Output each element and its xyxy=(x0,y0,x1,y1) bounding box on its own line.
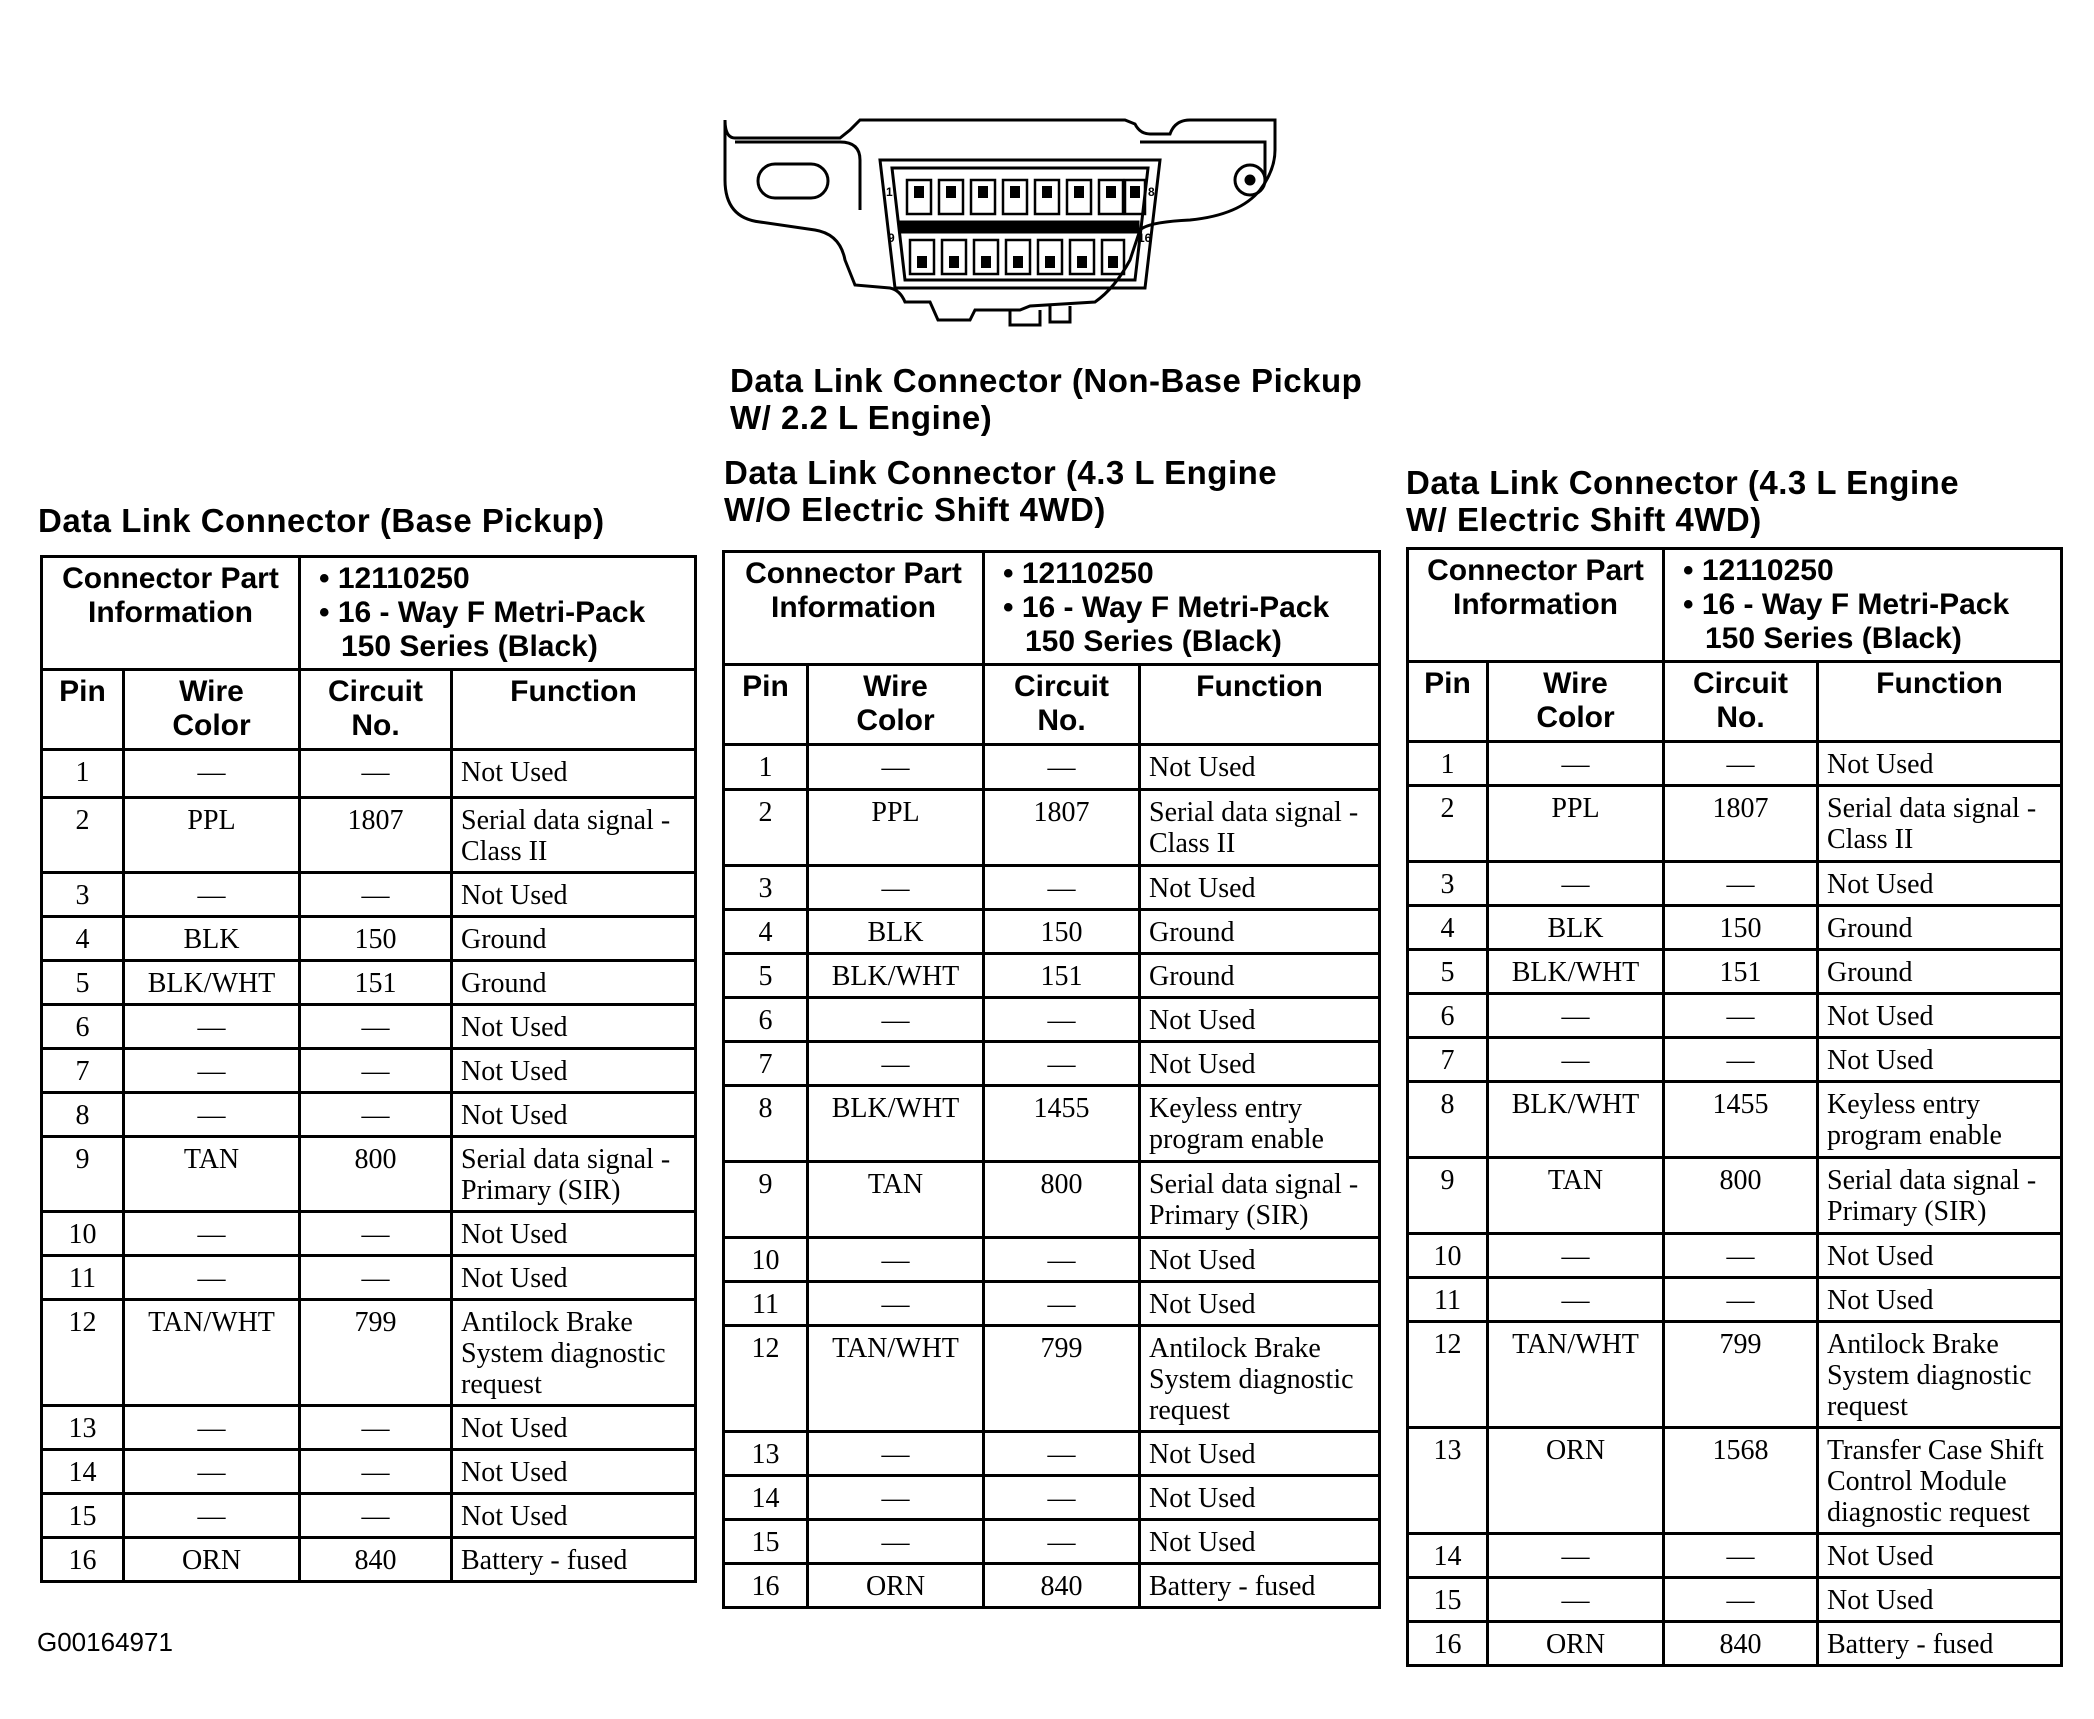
function-cell: Ground xyxy=(452,917,696,961)
column-header-circuit: Circuit No. xyxy=(1664,662,1818,742)
circuit-cell: — xyxy=(984,1476,1140,1520)
table-row xyxy=(1408,950,2062,994)
function-cell: Keyless entry program enable xyxy=(1818,1082,2062,1158)
circuit-cell: — xyxy=(984,1282,1140,1326)
wire-color-cell: BLK/WHT xyxy=(1488,950,1664,994)
function-cell: Not Used xyxy=(1818,1578,2062,1622)
wire-color-cell: — xyxy=(124,1212,300,1256)
part-number: • 12110250 xyxy=(1683,554,1834,587)
column-header-function: Function xyxy=(452,670,696,750)
pinout-table xyxy=(40,555,697,1583)
function-cell: Battery - fused xyxy=(1818,1622,2062,1666)
pin-cell: 10 xyxy=(1408,1234,1488,1278)
column-header-row xyxy=(42,670,696,750)
pin-label-top-first: 1 xyxy=(886,185,893,199)
table-row xyxy=(42,1494,696,1538)
wire-color-cell: — xyxy=(124,750,300,798)
pin-cell: 7 xyxy=(1408,1038,1488,1082)
table-title-base-pickup: Data Link Connector (Base Pickup) xyxy=(38,502,605,539)
table-row xyxy=(1408,1158,2062,1234)
circuit-cell: — xyxy=(300,1212,452,1256)
wire-color-cell: — xyxy=(124,1256,300,1300)
function-cell: Ground xyxy=(452,961,696,1005)
column-header-wire-color: Wire Color xyxy=(124,670,300,750)
pin-cell: 6 xyxy=(1408,994,1488,1038)
part-info-row xyxy=(42,557,696,670)
function-cell: Not Used xyxy=(452,1256,696,1300)
circuit-cell: 1807 xyxy=(300,798,452,873)
pin-cell: 6 xyxy=(42,1005,124,1049)
wire-color-cell: ORN xyxy=(1488,1428,1664,1534)
circuit-cell: — xyxy=(1664,862,1818,906)
function-cell: Ground xyxy=(1140,910,1380,954)
table-row xyxy=(42,1256,696,1300)
table-row xyxy=(1408,1578,2062,1622)
circuit-cell: 800 xyxy=(1664,1158,1818,1234)
function-cell: Antilock Brake System diagnostic request xyxy=(1140,1326,1380,1432)
circuit-cell: — xyxy=(300,1093,452,1137)
wire-color-cell: — xyxy=(1488,862,1664,906)
function-cell: Antilock Brake System diagnostic request xyxy=(1818,1322,2062,1428)
table-row xyxy=(42,1300,696,1406)
table-row xyxy=(42,1093,696,1137)
wire-color-cell: BLK/WHT xyxy=(1488,1082,1664,1158)
pin-cell: 1 xyxy=(1408,742,1488,786)
table-row xyxy=(42,1049,696,1093)
part-number: • 12110250 xyxy=(1003,557,1154,590)
pin-cell: 15 xyxy=(724,1520,808,1564)
table-row xyxy=(724,1476,1380,1520)
circuit-cell: 151 xyxy=(300,961,452,1005)
part-info-value xyxy=(984,552,1380,665)
wire-color-cell: TAN xyxy=(808,1162,984,1238)
function-cell: Not Used xyxy=(1818,742,2062,786)
table-row xyxy=(1408,1534,2062,1578)
wire-color-cell: PPL xyxy=(1488,786,1664,862)
circuit-cell: — xyxy=(984,1042,1140,1086)
circuit-cell: 151 xyxy=(984,954,1140,998)
table-row xyxy=(42,873,696,917)
wire-color-cell: — xyxy=(1488,1578,1664,1622)
part-number: • 12110250 xyxy=(319,562,470,595)
wire-color-cell: — xyxy=(808,1520,984,1564)
table-row xyxy=(42,1450,696,1494)
table-row xyxy=(724,1162,1380,1238)
connector-caption-line2: W/ 2.2 L Engine) xyxy=(730,399,993,436)
table-row xyxy=(42,750,696,798)
table-row xyxy=(1408,1278,2062,1322)
table-row xyxy=(1408,862,2062,906)
column-header-wire-color: Wire Color xyxy=(1488,662,1664,742)
pin-cell: 12 xyxy=(42,1300,124,1406)
function-cell: Not Used xyxy=(452,1494,696,1538)
wire-color-cell: — xyxy=(124,1049,300,1093)
circuit-cell: 840 xyxy=(300,1538,452,1582)
table-row xyxy=(724,1282,1380,1326)
pinout-table xyxy=(1406,547,2063,1667)
pin-cell: 14 xyxy=(1408,1534,1488,1578)
circuit-cell: — xyxy=(984,998,1140,1042)
wire-color-cell: BLK/WHT xyxy=(124,961,300,1005)
pin-cell: 7 xyxy=(724,1042,808,1086)
column-header-circuit: Circuit No. xyxy=(984,665,1140,745)
wire-color-cell: BLK/WHT xyxy=(808,954,984,998)
column-header-pin: Pin xyxy=(724,665,808,745)
pin-cell: 13 xyxy=(42,1406,124,1450)
pin-cell: 9 xyxy=(1408,1158,1488,1234)
function-cell: Not Used xyxy=(1818,1234,2062,1278)
wire-color-cell: TAN/WHT xyxy=(1488,1322,1664,1428)
circuit-cell: — xyxy=(984,866,1140,910)
wire-color-cell: — xyxy=(808,866,984,910)
wire-color-cell: — xyxy=(124,1005,300,1049)
table-row xyxy=(724,1520,1380,1564)
function-cell: Ground xyxy=(1818,906,2062,950)
circuit-cell: 1568 xyxy=(1664,1428,1818,1534)
circuit-cell: — xyxy=(300,1049,452,1093)
column-header-row xyxy=(724,665,1380,745)
circuit-cell: — xyxy=(300,750,452,798)
wire-color-cell: — xyxy=(808,1476,984,1520)
data-link-connector-diagram xyxy=(720,110,1310,335)
wire-color-cell: TAN/WHT xyxy=(808,1326,984,1432)
function-cell: Serial data signal - Class II xyxy=(1140,790,1380,866)
table-row xyxy=(42,961,696,1005)
function-cell: Transfer Case Shift Control Module diagnostic request xyxy=(1818,1428,2062,1534)
pin-cell: 9 xyxy=(42,1137,124,1212)
part-info-value xyxy=(300,557,696,670)
function-cell: Serial data signal - Class II xyxy=(452,798,696,873)
wire-color-cell: — xyxy=(1488,1234,1664,1278)
wire-color-cell: BLK/WHT xyxy=(808,1086,984,1162)
table-row xyxy=(1408,786,2062,862)
table-title-without-electric-shift: Data Link Connector (4.3 L Engine W/O Electric Shift 4WD) xyxy=(724,454,1278,528)
circuit-cell: — xyxy=(300,1494,452,1538)
circuit-cell: — xyxy=(1664,1234,1818,1278)
pin-cell: 14 xyxy=(724,1476,808,1520)
circuit-cell: — xyxy=(300,1005,452,1049)
wire-color-cell: TAN/WHT xyxy=(124,1300,300,1406)
pin-label-bottom-last: 16 xyxy=(1138,231,1152,245)
wire-color-cell: — xyxy=(808,998,984,1042)
circuit-cell: — xyxy=(1664,1578,1818,1622)
table-row xyxy=(1408,1428,2062,1534)
circuit-cell: 800 xyxy=(984,1162,1140,1238)
table-row xyxy=(42,1005,696,1049)
wire-color-cell: BLK xyxy=(124,917,300,961)
table-row xyxy=(724,954,1380,998)
part-info-label: Connector Part Information xyxy=(42,557,300,670)
function-cell: Not Used xyxy=(1140,1238,1380,1282)
pin-cell: 15 xyxy=(1408,1578,1488,1622)
wire-color-cell: — xyxy=(1488,1278,1664,1322)
pin-cell: 5 xyxy=(42,961,124,1005)
circuit-cell: — xyxy=(1664,994,1818,1038)
table-row xyxy=(724,910,1380,954)
circuit-cell: 150 xyxy=(1664,906,1818,950)
connector-caption-line1: Data Link Connector (Non-Base Pickup xyxy=(730,362,1363,399)
pin-cell: 15 xyxy=(42,1494,124,1538)
table-row xyxy=(724,1238,1380,1282)
pin-cell: 10 xyxy=(42,1212,124,1256)
function-cell: Not Used xyxy=(452,1049,696,1093)
table-row xyxy=(1408,1038,2062,1082)
circuit-cell: 1455 xyxy=(1664,1082,1818,1158)
function-cell: Not Used xyxy=(452,1406,696,1450)
function-cell: Battery - fused xyxy=(452,1538,696,1582)
function-cell: Not Used xyxy=(1818,1534,2062,1578)
pin-cell: 1 xyxy=(42,750,124,798)
part-info-label: Connector Part Information xyxy=(724,552,984,665)
circuit-cell: — xyxy=(984,1238,1140,1282)
pin-label-bottom-first: 9 xyxy=(888,231,895,245)
part-info-row xyxy=(724,552,1380,665)
circuit-cell: 799 xyxy=(1664,1322,1818,1428)
column-header-pin: Pin xyxy=(1408,662,1488,742)
column-header-row xyxy=(1408,662,2062,742)
circuit-cell: — xyxy=(984,1520,1140,1564)
function-cell: Not Used xyxy=(1140,866,1380,910)
circuit-cell: — xyxy=(984,1432,1140,1476)
table-row xyxy=(42,1212,696,1256)
wire-color-cell: — xyxy=(808,1042,984,1086)
wire-color-cell: — xyxy=(808,1282,984,1326)
table-row xyxy=(724,745,1380,790)
wire-color-cell: ORN xyxy=(1488,1622,1664,1666)
column-header-pin: Pin xyxy=(42,670,124,750)
table-row xyxy=(42,798,696,873)
function-cell: Not Used xyxy=(452,1005,696,1049)
function-cell: Ground xyxy=(1818,950,2062,994)
pin-cell: 8 xyxy=(42,1093,124,1137)
pin-cell: 16 xyxy=(42,1538,124,1582)
circuit-cell: — xyxy=(1664,1534,1818,1578)
pin-cell: 12 xyxy=(1408,1322,1488,1428)
pin-cell: 4 xyxy=(42,917,124,961)
pin-cell: 16 xyxy=(1408,1622,1488,1666)
column-header-function: Function xyxy=(1140,665,1380,745)
pin-cell: 3 xyxy=(724,866,808,910)
pin-cell: 1 xyxy=(724,745,808,790)
table-row xyxy=(42,1538,696,1582)
function-cell: Not Used xyxy=(452,1450,696,1494)
circuit-cell: 1807 xyxy=(1664,786,1818,862)
table-row xyxy=(1408,1234,2062,1278)
pin-cell: 12 xyxy=(724,1326,808,1432)
circuit-cell: 1807 xyxy=(984,790,1140,866)
wire-color-cell: — xyxy=(808,1238,984,1282)
function-cell: Serial data signal - Primary (SIR) xyxy=(1818,1158,2062,1234)
function-cell: Not Used xyxy=(452,873,696,917)
function-cell: Not Used xyxy=(1140,745,1380,790)
wire-color-cell: — xyxy=(124,1093,300,1137)
pin-cell: 2 xyxy=(724,790,808,866)
circuit-cell: — xyxy=(984,745,1140,790)
function-cell: Not Used xyxy=(1818,1038,2062,1082)
circuit-cell: 150 xyxy=(984,910,1140,954)
table-row xyxy=(724,866,1380,910)
pin-cell: 9 xyxy=(724,1162,808,1238)
circuit-cell: — xyxy=(1664,742,1818,786)
pin-cell: 2 xyxy=(1408,786,1488,862)
pin-cell: 11 xyxy=(1408,1278,1488,1322)
table-row xyxy=(724,790,1380,866)
table-row xyxy=(1408,994,2062,1038)
pin-label-top-last: 8 xyxy=(1148,185,1155,199)
wire-color-cell: — xyxy=(1488,1534,1664,1578)
circuit-cell: — xyxy=(1664,1278,1818,1322)
function-cell: Antilock Brake System diagnostic request xyxy=(452,1300,696,1406)
wire-color-cell: PPL xyxy=(808,790,984,866)
function-cell: Serial data signal - Class II xyxy=(1818,786,2062,862)
wire-color-cell: PPL xyxy=(124,798,300,873)
circuit-cell: — xyxy=(300,1450,452,1494)
pin-cell: 5 xyxy=(724,954,808,998)
part-description: • 16 - Way F Metri-Pack xyxy=(319,596,646,629)
wire-color-cell: — xyxy=(124,1450,300,1494)
pin-cell: 2 xyxy=(42,798,124,873)
pin-cell: 3 xyxy=(42,873,124,917)
table-row xyxy=(1408,1082,2062,1158)
function-cell: Not Used xyxy=(1818,994,2062,1038)
circuit-cell: — xyxy=(1664,1038,1818,1082)
pin-cell: 8 xyxy=(1408,1082,1488,1158)
pin-cell: 14 xyxy=(42,1450,124,1494)
function-cell: Keyless entry program enable xyxy=(1140,1086,1380,1162)
table-row xyxy=(1408,906,2062,950)
function-cell: Not Used xyxy=(1140,1042,1380,1086)
pin-cell: 5 xyxy=(1408,950,1488,994)
function-cell: Not Used xyxy=(1140,998,1380,1042)
part-info-label: Connector Part Information xyxy=(1408,549,1664,662)
table-row xyxy=(1408,1322,2062,1428)
wire-color-cell: — xyxy=(1488,742,1664,786)
wire-color-cell: TAN xyxy=(1488,1158,1664,1234)
pin-cell: 3 xyxy=(1408,862,1488,906)
pin-cell: 11 xyxy=(42,1256,124,1300)
table-row xyxy=(42,1406,696,1450)
wire-color-cell: — xyxy=(124,873,300,917)
function-cell: Serial data signal - Primary (SIR) xyxy=(1140,1162,1380,1238)
figure-code: G00164971 xyxy=(37,1627,173,1657)
table-row xyxy=(724,1432,1380,1476)
pin-cell: 4 xyxy=(724,910,808,954)
part-series: 150 Series (Black) xyxy=(341,630,598,663)
function-cell: Not Used xyxy=(1140,1432,1380,1476)
circuit-cell: 799 xyxy=(300,1300,452,1406)
function-cell: Not Used xyxy=(452,750,696,798)
table-row xyxy=(724,1086,1380,1162)
part-description: • 16 - Way F Metri-Pack xyxy=(1003,591,1330,624)
circuit-cell: 840 xyxy=(1664,1622,1818,1666)
wire-color-cell: — xyxy=(1488,994,1664,1038)
pin-cell: 16 xyxy=(724,1564,808,1608)
circuit-cell: 1455 xyxy=(984,1086,1140,1162)
part-description: • 16 - Way F Metri-Pack xyxy=(1683,588,2010,621)
table-row xyxy=(1408,1622,2062,1666)
circuit-cell: 150 xyxy=(300,917,452,961)
function-cell: Serial data signal - Primary (SIR) xyxy=(452,1137,696,1212)
table-row xyxy=(724,1326,1380,1432)
circuit-cell: 800 xyxy=(300,1137,452,1212)
table-row xyxy=(724,998,1380,1042)
column-header-function: Function xyxy=(1818,662,2062,742)
wire-color-cell: TAN xyxy=(124,1137,300,1212)
pin-cell: 10 xyxy=(724,1238,808,1282)
circuit-cell: — xyxy=(300,873,452,917)
function-cell: Not Used xyxy=(452,1212,696,1256)
circuit-cell: — xyxy=(300,1256,452,1300)
circuit-cell: 799 xyxy=(984,1326,1140,1432)
wire-color-cell: — xyxy=(124,1494,300,1538)
part-series: 150 Series (Black) xyxy=(1705,622,1962,655)
function-cell: Not Used xyxy=(1818,1278,2062,1322)
function-cell: Battery - fused xyxy=(1140,1564,1380,1608)
function-cell: Not Used xyxy=(1818,862,2062,906)
function-cell: Not Used xyxy=(1140,1476,1380,1520)
column-header-wire-color: Wire Color xyxy=(808,665,984,745)
wire-color-cell: BLK xyxy=(808,910,984,954)
wire-color-cell: — xyxy=(1488,1038,1664,1082)
pin-cell: 6 xyxy=(724,998,808,1042)
wire-color-cell: ORN xyxy=(808,1564,984,1608)
function-cell: Not Used xyxy=(452,1093,696,1137)
wire-color-cell: — xyxy=(808,1432,984,1476)
pin-cell: 11 xyxy=(724,1282,808,1326)
connector-caption xyxy=(730,362,1362,436)
part-info-row xyxy=(1408,549,2062,662)
pin-cell: 7 xyxy=(42,1049,124,1093)
wire-color-cell: ORN xyxy=(124,1538,300,1582)
pinout-table xyxy=(722,550,1381,1609)
part-info-value xyxy=(1664,549,2062,662)
pin-cell: 13 xyxy=(724,1432,808,1476)
function-cell: Ground xyxy=(1140,954,1380,998)
function-cell: Not Used xyxy=(1140,1282,1380,1326)
circuit-cell: — xyxy=(300,1406,452,1450)
wire-color-cell: — xyxy=(808,745,984,790)
part-series: 150 Series (Black) xyxy=(1025,625,1282,658)
table-row xyxy=(42,1137,696,1212)
column-header-circuit: Circuit No. xyxy=(300,670,452,750)
circuit-cell: 151 xyxy=(1664,950,1818,994)
table-title-with-electric-shift: Data Link Connector (4.3 L Engine W/ Electric Shift 4WD) xyxy=(1406,464,1960,538)
pin-cell: 8 xyxy=(724,1086,808,1162)
wire-color-cell: — xyxy=(124,1406,300,1450)
pin-cell: 4 xyxy=(1408,906,1488,950)
table-row xyxy=(724,1042,1380,1086)
table-row xyxy=(1408,742,2062,786)
circuit-cell: 840 xyxy=(984,1564,1140,1608)
table-row xyxy=(42,917,696,961)
pin-cell: 13 xyxy=(1408,1428,1488,1534)
table-row xyxy=(724,1564,1380,1608)
function-cell: Not Used xyxy=(1140,1520,1380,1564)
wire-color-cell: BLK xyxy=(1488,906,1664,950)
